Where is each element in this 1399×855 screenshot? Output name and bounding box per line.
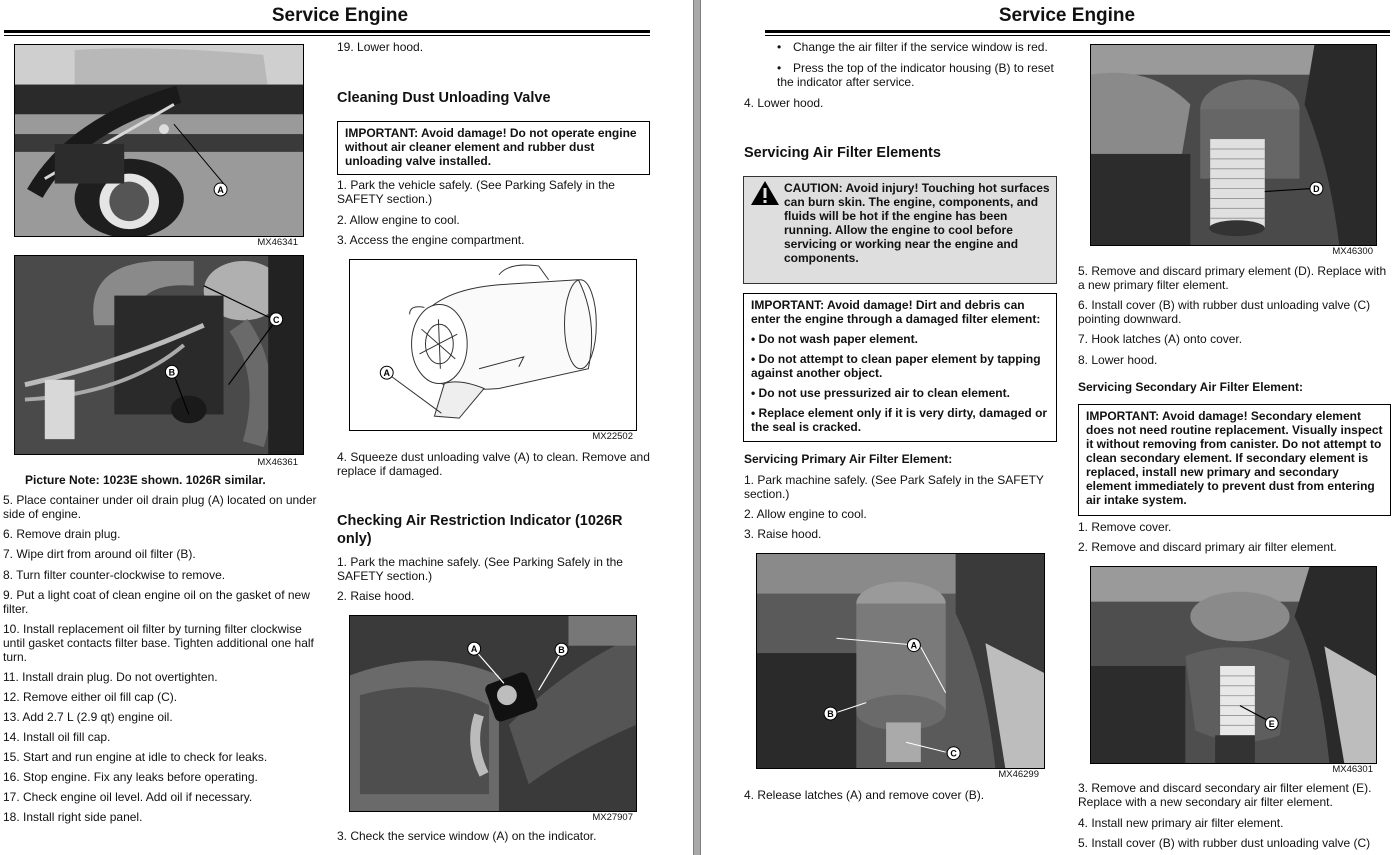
caution-text: CAUTION: Avoid injury! Touching hot surfaces can burn skin. The engine, components, and fluids will be hot if the engine has been running. Allow the engine to cool before servicing or working near the engine and components. <box>784 181 1050 265</box>
step: 12. Remove either oil fill cap (C). <box>3 690 178 704</box>
callout-a: A <box>910 640 918 651</box>
step: 8. Turn filter counter-clockwise to remove. <box>3 568 226 582</box>
important-heading: IMPORTANT: Avoid damage! Dirt and debris can enter the engine through a damaged filter element: <box>751 298 1041 326</box>
figure-id: MX22502 <box>592 431 633 442</box>
step: 11. Install drain plug. Do not overtighten. <box>3 670 218 684</box>
bullet-item: • Press the top of the indicator housing (B) to reset the indicator after service. <box>777 61 1054 89</box>
figure-id: MX46299 <box>998 769 1039 780</box>
step: 2. Allow engine to cool. <box>744 507 867 521</box>
step: 2. Remove and discard primary air filter element. <box>1078 540 1337 554</box>
air-cleaner-drawing <box>349 259 637 431</box>
figure-id: MX27907 <box>592 812 633 823</box>
indicator-bullets <box>760 40 1060 89</box>
step: 1. Remove cover. <box>1078 520 1172 534</box>
picture-note: Picture Note: 1023E shown. 1026R similar. <box>25 473 266 487</box>
subsection-heading: Servicing Primary Air Filter Element: <box>744 452 953 466</box>
figure-id: MX46341 <box>257 237 298 248</box>
step: 17. Check engine oil level. Add oil if necessary. <box>3 790 253 804</box>
step: 4. Lower hood. <box>744 96 824 110</box>
engine-underside-photo <box>14 44 304 237</box>
step: 1. Park the machine safely. (See Parking Safely in the SAFETY section.) <box>337 555 623 583</box>
callout-a: A <box>217 184 224 195</box>
step: 4. Squeeze dust unloading valve (A) to clean. Remove and replace if damaged. <box>337 450 650 478</box>
important-item: • Do not wash paper element. <box>751 332 918 346</box>
title-rule <box>4 30 650 36</box>
step: 2. Allow engine to cool. <box>337 213 460 227</box>
figure-id: MX46301 <box>1332 764 1373 775</box>
section-heading: Servicing Air Filter Elements <box>744 145 941 161</box>
step: 9. Put a light coat of clean engine oil on the gasket of new filter. <box>3 588 310 616</box>
caution-notice <box>743 176 1057 284</box>
bullet-item: • Change the air filter if the service window is red. <box>777 40 1048 54</box>
step: 8. Lower hood. <box>1078 353 1158 367</box>
step: 1. Park the vehicle safely. (See Parking Safely in the SAFETY section.) <box>337 178 615 206</box>
secondary-steps <box>1078 520 1393 554</box>
step: 15. Start and run engine at idle to check for leaks. <box>3 750 268 764</box>
secondary-element-photo <box>1090 566 1377 764</box>
important-notice <box>743 293 1057 442</box>
right-page <box>701 0 1399 855</box>
section-heading: Cleaning Dust Unloading Valve <box>337 90 551 106</box>
callout-b: B <box>558 645 565 656</box>
step: 3. Raise hood. <box>744 527 822 541</box>
dust-valve-steps <box>337 178 637 247</box>
step: 3. Check the service window (A) on the indicator. <box>337 829 597 843</box>
callout-c: C <box>950 748 957 759</box>
callout-b: B <box>827 708 834 719</box>
step: 16. Stop engine. Fix any leaks before operating. <box>3 770 258 784</box>
engine-compartment-photo <box>14 255 304 455</box>
step: 4. Release latches (A) and remove cover (B). <box>744 788 985 802</box>
page-title: Service Engine <box>271 5 409 26</box>
step: 18. Install right side panel. <box>3 810 143 824</box>
section-heading: Checking Air Restriction Indicator (1026R only) <box>337 513 623 547</box>
primary-steps <box>744 473 1049 541</box>
left-page <box>0 0 693 855</box>
secondary-steps-continued <box>1078 781 1393 850</box>
callout-e: E <box>1268 718 1275 729</box>
bullet-icon: • <box>777 40 782 54</box>
important-notice: IMPORTANT: Avoid damage! Do not operate engine without air cleaner element and rubber dust unloading valve installed. <box>337 121 650 175</box>
page-title: Service Engine <box>998 5 1136 26</box>
callout-a: A <box>383 368 390 379</box>
bullet-icon: • <box>777 61 782 75</box>
title-rule <box>765 30 1390 36</box>
step: 13. Add 2.7 L (2.9 qt) engine oil. <box>3 710 173 724</box>
callout-c: C <box>272 314 280 325</box>
important-notice: IMPORTANT: Avoid damage! Secondary element does not need routine replacement. Visually inspect it without removing from canister. Do not attempt to clean secondary element. If secondary element is replaced, install new primary and secondary element immediately to prevent dust from entering air intake system. <box>1078 404 1391 516</box>
page-divider <box>693 0 701 855</box>
warning-triangle-icon <box>750 180 780 206</box>
callout-d: D <box>1313 184 1320 195</box>
step: 5. Place container under oil drain plug (A) located on under side of engine. <box>3 493 317 521</box>
step: 5. Remove and discard primary element (D). Replace with a new primary filter element. <box>1078 264 1387 292</box>
figure-id: MX46361 <box>257 457 298 468</box>
step: 10. Install replacement oil filter by turning filter clockwise until gasket contacts filter base. Tighten additional one half turn. <box>3 622 314 664</box>
important-item: • Do not attempt to clean paper element by tapping against another object. <box>751 352 1041 380</box>
restriction-indicator-photo <box>349 615 637 812</box>
important-item: • Do not use pressurized air to clean element. <box>751 386 1010 400</box>
step: 14. Install oil fill cap. <box>3 730 111 744</box>
step: 7. Wipe dirt from around oil filter (B). <box>3 547 196 561</box>
primary-element-photo <box>1090 44 1377 246</box>
step: 3. Access the engine compartment. <box>337 233 525 247</box>
subsection-heading: Servicing Secondary Air Filter Element: <box>1078 380 1303 394</box>
callout-b: B <box>168 367 176 378</box>
step: 5. Install cover (B) with rubber dust unloading valve (C) <box>1078 836 1371 850</box>
step: 3. Remove and discard secondary air filter element (E). Replace with a new secondary air filter element. <box>1078 781 1372 809</box>
step: 19. Lower hood. <box>337 40 424 54</box>
callout-a: A <box>470 644 478 655</box>
important-item: • Replace element only if it is very dirty, damaged or the seal is cracked. <box>751 406 1048 434</box>
indicator-steps <box>337 555 637 603</box>
primary-steps-continued <box>1078 264 1393 367</box>
step: 1. Park machine safely. (See Park Safely in the SAFETY section.) <box>744 473 1044 501</box>
step: 4. Install new primary air filter element. <box>1078 816 1284 830</box>
step: 2. Raise hood. <box>337 589 415 603</box>
air-filter-housing-photo <box>756 553 1045 769</box>
figure-id: MX46300 <box>1332 246 1373 257</box>
oil-change-steps <box>3 493 323 830</box>
step: 6. Install cover (B) with rubber dust unloading valve (C) pointing downward. <box>1078 298 1371 326</box>
step: 6. Remove drain plug. <box>3 527 121 541</box>
step: 7. Hook latches (A) onto cover. <box>1078 332 1243 346</box>
